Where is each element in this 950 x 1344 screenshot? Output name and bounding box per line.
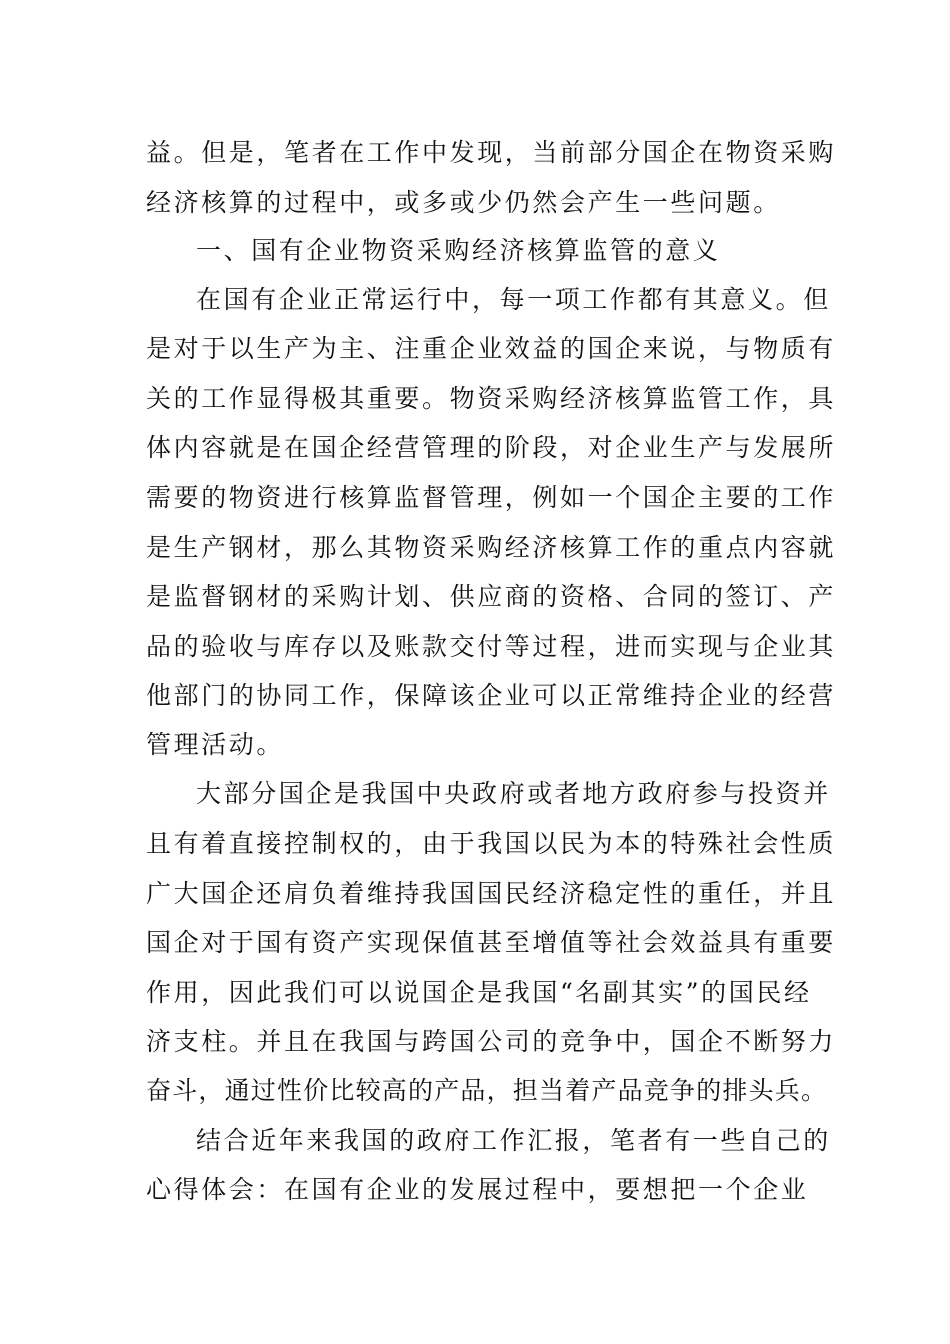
paragraph-line: 作用，因此我们可以说国企是我国“名副其实”的国民经 (146, 978, 812, 1007)
paragraph-line: 是对于以生产为主、注重企业效益的国企来说，与物质有 (146, 334, 837, 363)
paragraph-line: 济支柱。并且在我国与跨国公司的竞争中，国企不断努力 (146, 1027, 837, 1056)
paragraph-line: 他部门的协同工作，保障该企业可以正常维持企业的经营 (146, 681, 837, 710)
paragraph-line: 品的验收与库存以及账款交付等过程，进而实现与企业其 (146, 632, 837, 661)
paragraph-line: 需要的物资进行核算监督管理，例如一个国企主要的工作 (146, 483, 837, 512)
paragraph-line: 管理活动。 (146, 730, 285, 759)
paragraph-line: 关的工作显得极其重要。物资采购经济核算监管工作，具 (146, 384, 837, 413)
paragraph-line: 结合近年来我国的政府工作汇报，笔者有一些自己的 (196, 1126, 831, 1155)
paragraph-line: 经济核算的过程中，或多或少仍然会产生一些问题。 (146, 188, 781, 217)
paragraph-line: 体内容就是在国企经营管理的阶段，对企业生产与发展所 (146, 433, 837, 462)
paragraph-line: 大部分国企是我国中央政府或者地方政府参与投资并 (196, 779, 831, 808)
paragraph-line: 益。但是，笔者在工作中发现，当前部分国企在物资采购 (146, 138, 837, 167)
section-heading: 一、国有企业物资采购经济核算监管的意义 (196, 236, 721, 265)
paragraph-line: 心得体会：在国有企业的发展过程中，要想把一个企业 (146, 1175, 809, 1204)
paragraph-line: 且有着直接控制权的，由于我国以民为本的特殊社会性质 (146, 829, 837, 858)
paragraph-line: 国企对于国有资产实现保值甚至增值等社会效益具有重要 (146, 928, 837, 957)
paragraph-line: 广大国企还肩负着维持我国国民经济稳定性的重任，并且 (146, 879, 837, 908)
paragraph-line: 是监督钢材的采购计划、供应商的资格、合同的签订、产 (146, 582, 837, 611)
paragraph-line: 是生产钢材，那么其物资采购经济核算工作的重点内容就 (146, 533, 837, 562)
paragraph-line: 奋斗，通过性价比较高的产品，担当着产品竞争的排头兵。 (146, 1076, 828, 1105)
paragraph-line: 在国有企业正常运行中，每一项工作都有其意义。但 (196, 285, 831, 314)
